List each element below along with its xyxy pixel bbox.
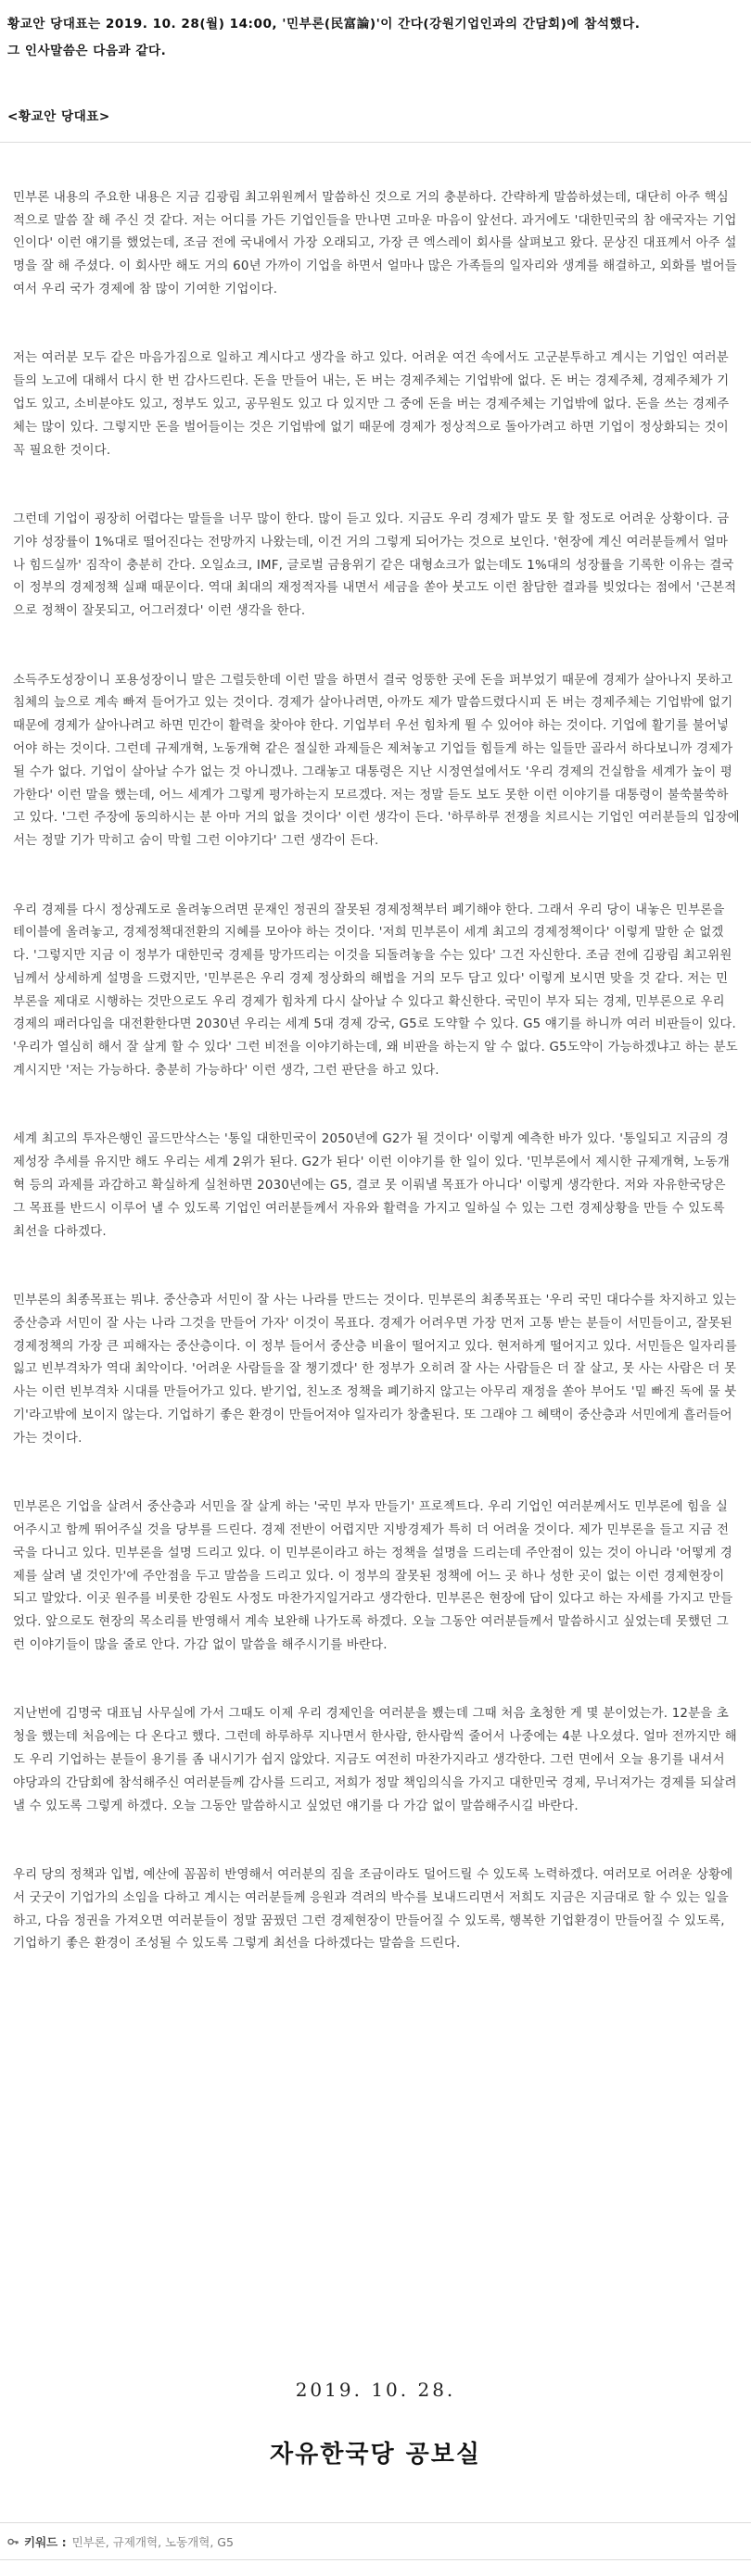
speech-paragraph: 민부론은 기업을 살려서 중산층과 서민을 잘 살게 하는 '국민 부자 만들기' 프로젝트다. 우리 기업인 여러분께서도 민부론에 힘을 실어주시고 함께 뛰어주실 것을 당부를 드린다. 경제 전반이 어렵지만 지방경제가 특히 더 어려울 것이다. 제가 민부론을 들고 지금 전국을 다니고 있다. 민부론을 설명 드리고 있다. 이 민부론이라고 하는 정책을 설명을 드리는데 주안점이 있는 것이 아니라 '어떻게 경제를 살려 낼 것인가'에 주안점을 두고 말씀을 드리고 있다. 이 정부의 잘못된 정책에 어느 곳 하나 성한 곳이 없는 이런 경제현장이 되고 말았다. 이곳 원주를 비롯한 강원도 사정도 마찬가지일거라고 생각한다. 민부론은 현장에 답이 있다고 하는 자세를 가지고 만들었다. 앞으로도 현장의 목소리를 반영해서 계속 보완해 나가도록 하겠다. 오늘 그동안 여러분들께서 말씀하시고 싶었는데 못했던 그런 이야기들이 많을 줄로 안다. 가감 없이 말씀을 해주시기를 바란다. [13, 1500, 733, 1652]
divider [0, 142, 751, 143]
speech-paragraph: 우리 경제를 다시 정상궤도로 올려놓으려면 문재인 정권의 잘못된 경제정책부터 폐기해야 한다. 그래서 우리 당이 내놓은 민부론을 테이블에 올려놓고, 경제정책대전환의 지혜를 모아야 하는 것이다. '저희 민부론이 세계 최고의 경제정책이다' 이렇게 말한 순 없겠다. '그렇지만 지금 이 정부가 대한민국 경제를 망가뜨리는 이것을 되돌려놓을 수는 있다' 그건 자신한다. 조금 전에 김광림 최고위원님께서 상세하게 설명을 드렸지만, '민부론은 우리 경제 정상화의 해법을 거의 모두 담고 있다' 이렇게 보시면 맞을 것 같다. 저는 민부론을 제대로 시행하는 것만으로도 우리 경제가 힘차게 다시 살아날 수 있다고 확신한다. 국민이 부자 되는 경제, 민부론으로 우리 경제의 패러다임을 대전환한다면 2030년 우리는 세계 5대 경제 강국, G5로 도약할 수 있다. G5 얘기를 하니까 여러 비판들이 있다. '우리가 열심히 해서 잘 살게 할 수 있다' 그런 비전을 이야기하는데, 왜 비판을 하는지 알 수 없다. G5도약이 가능하겠냐고 하는 분도 계시지만 '저는 가능하다. 충분히 가능하다' 이런 생각, 그런 판단을 하고 있다. [13, 903, 738, 1079]
keyword-link[interactable]: 규제개혁, [112, 2535, 162, 2549]
keyword-link[interactable]: G5 [217, 2534, 234, 2549]
keyword-link[interactable]: 노동개혁, [165, 2535, 214, 2549]
speech-body [13, 164, 740, 2365]
speech-paragraph: 민부론 내용의 주요한 내용은 지금 김광림 최고위원께서 말씀하신 것으로 거의 충분하다. 간략하게 말씀하셨는데, 대단히 아주 핵심적으로 말씀 잘 해 주신 것 같다. 저는 어디를 가든 기업인들을 만나면 고마운 마음이 앞선다. 과거에도 '대한민국의 참 애국자는 기업인이다' 이런 얘기를 했었는데, 조금 전에 국내에서 가장 오래되고, 가장 큰 엑스레이 회사를 살펴보고 왔다. 문상진 대표께서 아주 설명을 잘 해 주셨다. 이 회사만 해도 거의 60년 가까이 기업을 하면서 얼마나 많은 가족들의 일자리와 생계를 해결하고, 외화를 벌어들여서 우리 국가 경제에 참 많이 기여한 기업이다. [13, 190, 737, 297]
speech-paragraph: 우리 당의 정책과 입법, 예산에 꼼꼼히 반영해서 여러분의 짐을 조금이라도 덜어드릴 수 있도록 노력하겠다. 여러모로 어려운 상황에서 굿굿이 기업가의 소임을 다하고 계시는 여러분들께 응원과 격려의 박수를 보내드리면서 저희도 지금은 지금대로 할 수 있는 일을 하고, 다음 정권을 가져오면 여러분들이 정말 꿈꿨던 그런 경제현장이 만들어질 수 있도록, 행복한 기업환경이 만들어질 수 있도록, 기업하기 좋은 환경이 조성될 수 있도록 그렇게 최선을 다하겠다는 말씀을 드린다. [13, 1867, 733, 1951]
speaker-label: <황교안 당대표> [7, 109, 110, 124]
speech-paragraph: 세계 최고의 투자은행인 골드만삭스는 '통일 대한민국이 2050년에 G2가 될 것이다' 이렇게 예측한 바가 있다. '통일되고 지금의 경제성장 추세를 유지만 해도 우리는 세계 2위가 된다. G2가 된다' 이런 이야기를 한 일이 있다. '민부론에서 제시한 규제개혁, 노동개혁 등의 과제를 과감하고 확실하게 실천하면 2030년에는 G5, 결코 못 이뤄낼 목표가 아니다' 이렇게 생각한다. 저와 자유한국당은 그 목표를 반드시 이루어 낼 수 있도록 기업인 여러분들께서 자유와 활력을 가지고 일하실 수 있는 그런 경제상황을 만들 수 있도록 최선을 다하겠다. [13, 1132, 730, 1239]
speech-paragraph: 소득주도성장이니 포용성장이니 말은 그럴듯한데 이런 말을 하면서 결국 엉뚱한 곳에 돈을 퍼부었기 때문에 경제가 살아나지 못하고 침체의 늪으로 계속 빠져 들어가고 있는 것이다. 경제가 살아나려면, 아까도 제가 말씀드렸다시피 돈 버는 경제주체는 기업밖에 없기 때문에 경제가 살아나려고 하면 민간이 활력을 찾아야 한다. 기업부터 우선 힘차게 뛸 수 있어야 하는 것이다. 기업에 활기를 불어넣어야 하는 것이다. 그런데 규제개혁, 노동개혁 같은 절실한 과제들은 제쳐놓고 기업들 힘들게 하는 일들만 골라서 하다보니까 경제가 될 수가 없다. 기업이 살아날 수가 없는 것 아니겠나. 그래놓고 대통령은 지난 시정연설에서도 '우리 경제의 건실함을 세계가 높이 평가한다' 이런 말을 했는데, 어느 세계가 그렇게 평가하는지 모르겠다. 저는 정말 듣도 보도 못한 이런 이야기를 대통령이 불쑥불쑥하고 있다. '그런 주장에 동의하시는 분 아마 거의 없을 것이다' 이런 생각이 든다. '하루하루 전쟁을 치르시는 기업인 여러분들의 입장에서는 정말 기가 막히고 숨이 막힐 그런 이야기다' 그런 생각이 든다. [13, 673, 740, 849]
speech-paragraph: 지난번에 김명국 대표님 사무실에 가서 그때도 이제 우리 경제인을 여러분을 뵀는데 그때 처음 초청한 게 몇 분이었는가. 12분을 초청을 했는데 처음에는 다 온다고 했다. 그런데 하루하루 지나면서 한사람, 한사람씩 줄어서 나중에는 4분 나오셨다. 얼마 전까지만 해도 우리 기업하는 분들이 용기를 좀 내시기가 쉽지 않았다. 지금도 여전히 마찬가지라고 생각한다. 그런 면에서 오늘 용기를 내셔서 야당과의 간담회에 참석해주신 여러분들께 감사를 드리고, 저희가 정말 책임의식을 가지고 대한민국 경제, 무너져가는 경제를 되살려 낼 수 있도록 그렇게 하겠다. 오늘 그동안 말씀하시고 싶었던 얘기를 다 가감 없이 말씀해주시길 바란다. [13, 1707, 737, 1813]
speech-paragraph: 그런데 기업이 굉장히 어렵다는 말들을 너무 많이 한다. 많이 듣고 있다. 지금도 우리 경제가 말도 못 할 정도로 어려운 상황이다. 금기야 성장률이 1%대로 떨어진다는 전망까지 나왔는데, 이건 거의 그렇게 되어가는 것으로 보인다. '현장에 계신 여러분들께서 얼마나 힘드실까' 짐작이 충분히 간다. 오일쇼크, IMF, 글로벌 금융위기 같은 대형쇼크가 없는데도 1%대의 성장률을 기록한 이유는 결국 이 정부의 경제정책 실패 때문이다. 역대 최대의 재정적자를 내면서 세금을 쏟아 붓고도 이런 참담한 결과를 빚었다는 점에서 '근본적으로 정책이 잘못되고, 어그러졌다' 이런 생각을 한다. [13, 511, 737, 619]
divider [0, 2522, 751, 2523]
keyword-link[interactable]: 민부론, [71, 2535, 109, 2549]
speech-paragraph: 저는 여러분 모두 같은 마음가짐으로 일하고 계시다고 생각을 하고 있다. 어려운 여건 속에서도 고군분투하고 계시는 기업인 여러분들의 노고에 대해서 다시 한 번 감사드린다. 돈을 만들어 내는, 돈 버는 경제주체는 기업밖에 없다. 돈 버는 경제주체, 경제주체가 기업도 있고, 소비분야도 있고, 정부도 있고, 공무원도 있고 다 있지만 그 중에 돈을 버는 경제주체는 기업밖에 없다. 돈을 쓰는 경제주체는 많이 있다. 그렇지만 돈을 벌어들이는 것은 기업밖에 없기 때문에 경제가 정상적으로 돌아가려고 하면 기업이 정상화되는 것이 꼭 필요한 것이다. [13, 351, 730, 458]
divider [0, 2559, 751, 2560]
keyword-label: 키워드 : [24, 2535, 67, 2549]
key-icon [7, 2536, 19, 2547]
speech-paragraph: 민부론의 최종목표는 뭐냐. 중산층과 서민이 잘 사는 나라를 만드는 것이다. 민부론의 최종목표는 '우리 국민 대다수를 차지하고 있는 중산층과 서민이 잘 사는 나라 그것을 만들어 가자' 이것이 목표다. 경제가 어려우면 가장 먼저 고통 받는 분들이 서민들이고, 잘못된 경제정책의 가장 큰 피해자는 중산층이다. 이 정부 들어서 중산층 비율이 떨어지고 있다. 현저하게 떨어지고 있다. 서민들은 일자리를 잃고 빈부격차가 역대 최악이다. '어려운 사람들을 잘 챙기겠다' 한 정부가 오히려 잘 사는 사람들은 더 잘 살고, 못 사는 사람은 더 못 사는 이런 빈부격차 시대를 만들어가고 있다. 받기업, 친노조 정책을 폐기하지 않고는 아무리 재정을 쏟아 부어도 '밑 빠진 독에 물 붓기'라고밖에 보이지 않는다. 기업하기 좋은 환경이 만들어져야 일자리가 창출된다. 또 그래야 그 혜택이 중산층과 서민에게 흘러들어가는 것이다. [13, 1294, 737, 1446]
release-date: 2019. 10. 28. [295, 2379, 456, 2401]
issuing-organization: 자유한국당 공보실 [270, 2441, 481, 2469]
lead-paragraph: 황교안 당대표는 2019. 10. 28(월) 14:00, '민부론(民富論)'이 간다(강원기업인과의 간담회)에 참석했다. 그 인사말씀은 다음과 같다. [7, 17, 641, 58]
keyword-bar [4, 2526, 747, 2557]
